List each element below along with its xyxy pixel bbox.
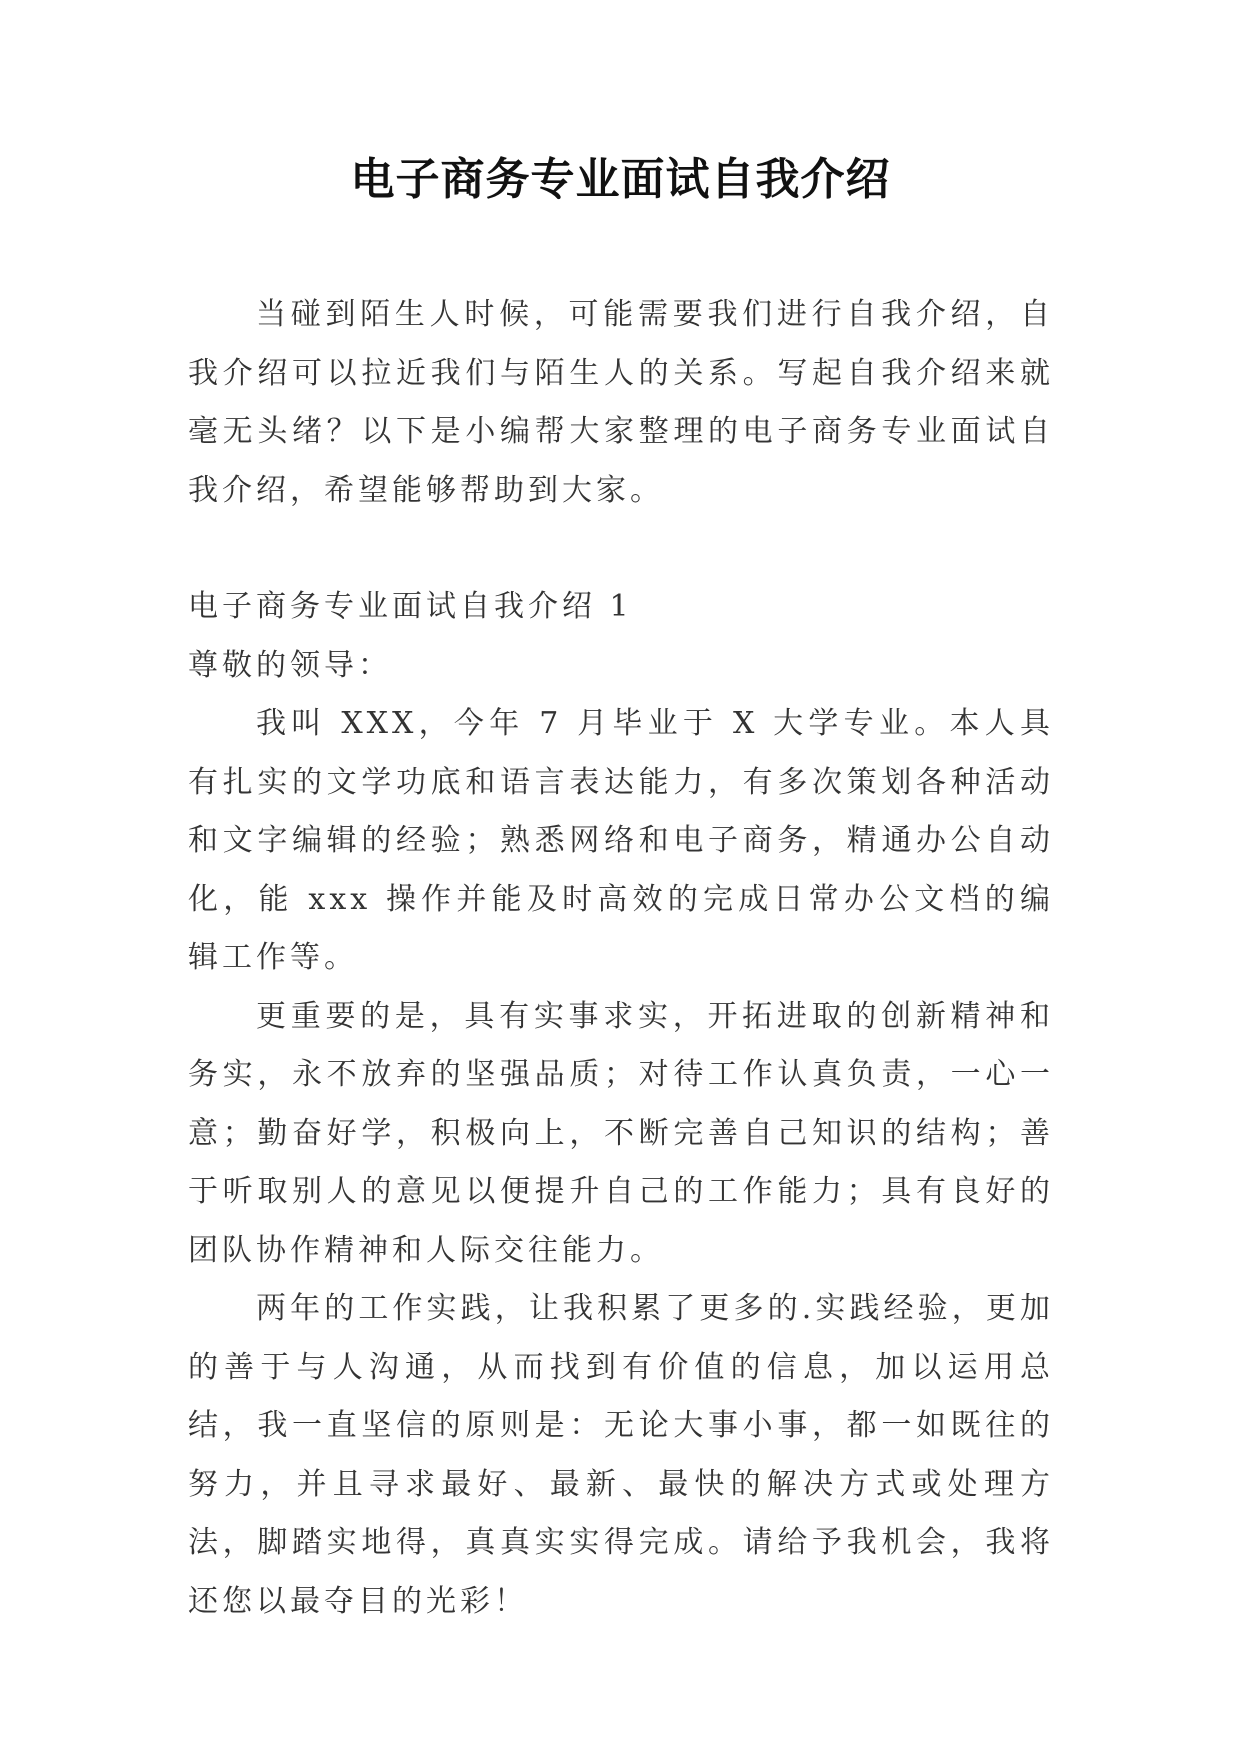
intro-paragraph: 当碰到陌生人时候，可能需要我们进行自我介绍，自我介绍可以拉近我们与陌生人的关系。写起自我介绍来就毫无头绪？以下是小编帮大家整理的电子商务专业面试自我介绍，希望能够帮助到大家。	[188, 297, 1054, 508]
body-paragraph-2: 更重要的是，具有实事求实，开拓进取的创新精神和务实，永不放弃的坚强品质；对待工作认真负责，一心一意；勤奋好学，积极向上，不断完善自己知识的结构；善于听取别人的意见以便提升自己的工作能力；具有良好的团队协作精神和人际交往能力。	[188, 998, 1054, 1268]
body-paragraph-3: 两年的工作实践，让我积累了更多的.实践经验，更加的善于与人沟通，从而找到有价值的信息，加以运用总结，我一直坚信的原则是：无论大事小事，都一如既往的努力，并且寻求最好、最新、最快的解决方式或处理方法，脚踏实地得，真真实实得完成。请给予我机会，我将还您以最夺目的光彩！	[188, 1291, 1054, 1619]
document-body	[188, 286, 1054, 1631]
document-title: 电子商务专业面试自我介绍	[350, 154, 891, 205]
section-heading: 电子商务专业面试自我介绍 1	[188, 589, 633, 624]
body-paragraph-1: 我叫 XXX，今年 7 月毕业于 X 大学专业。本人具有扎实的文学功底和语言表达能力，有多次策划各种活动和文字编辑的经验；熟悉网络和电子商务，精通办公自动化，能 xxx 操作并能及时高效的完成日常办公文档的编辑工作等。	[188, 706, 1054, 975]
salutation: 尊敬的领导：	[188, 647, 392, 683]
paragraph-spacer	[188, 520, 1054, 578]
